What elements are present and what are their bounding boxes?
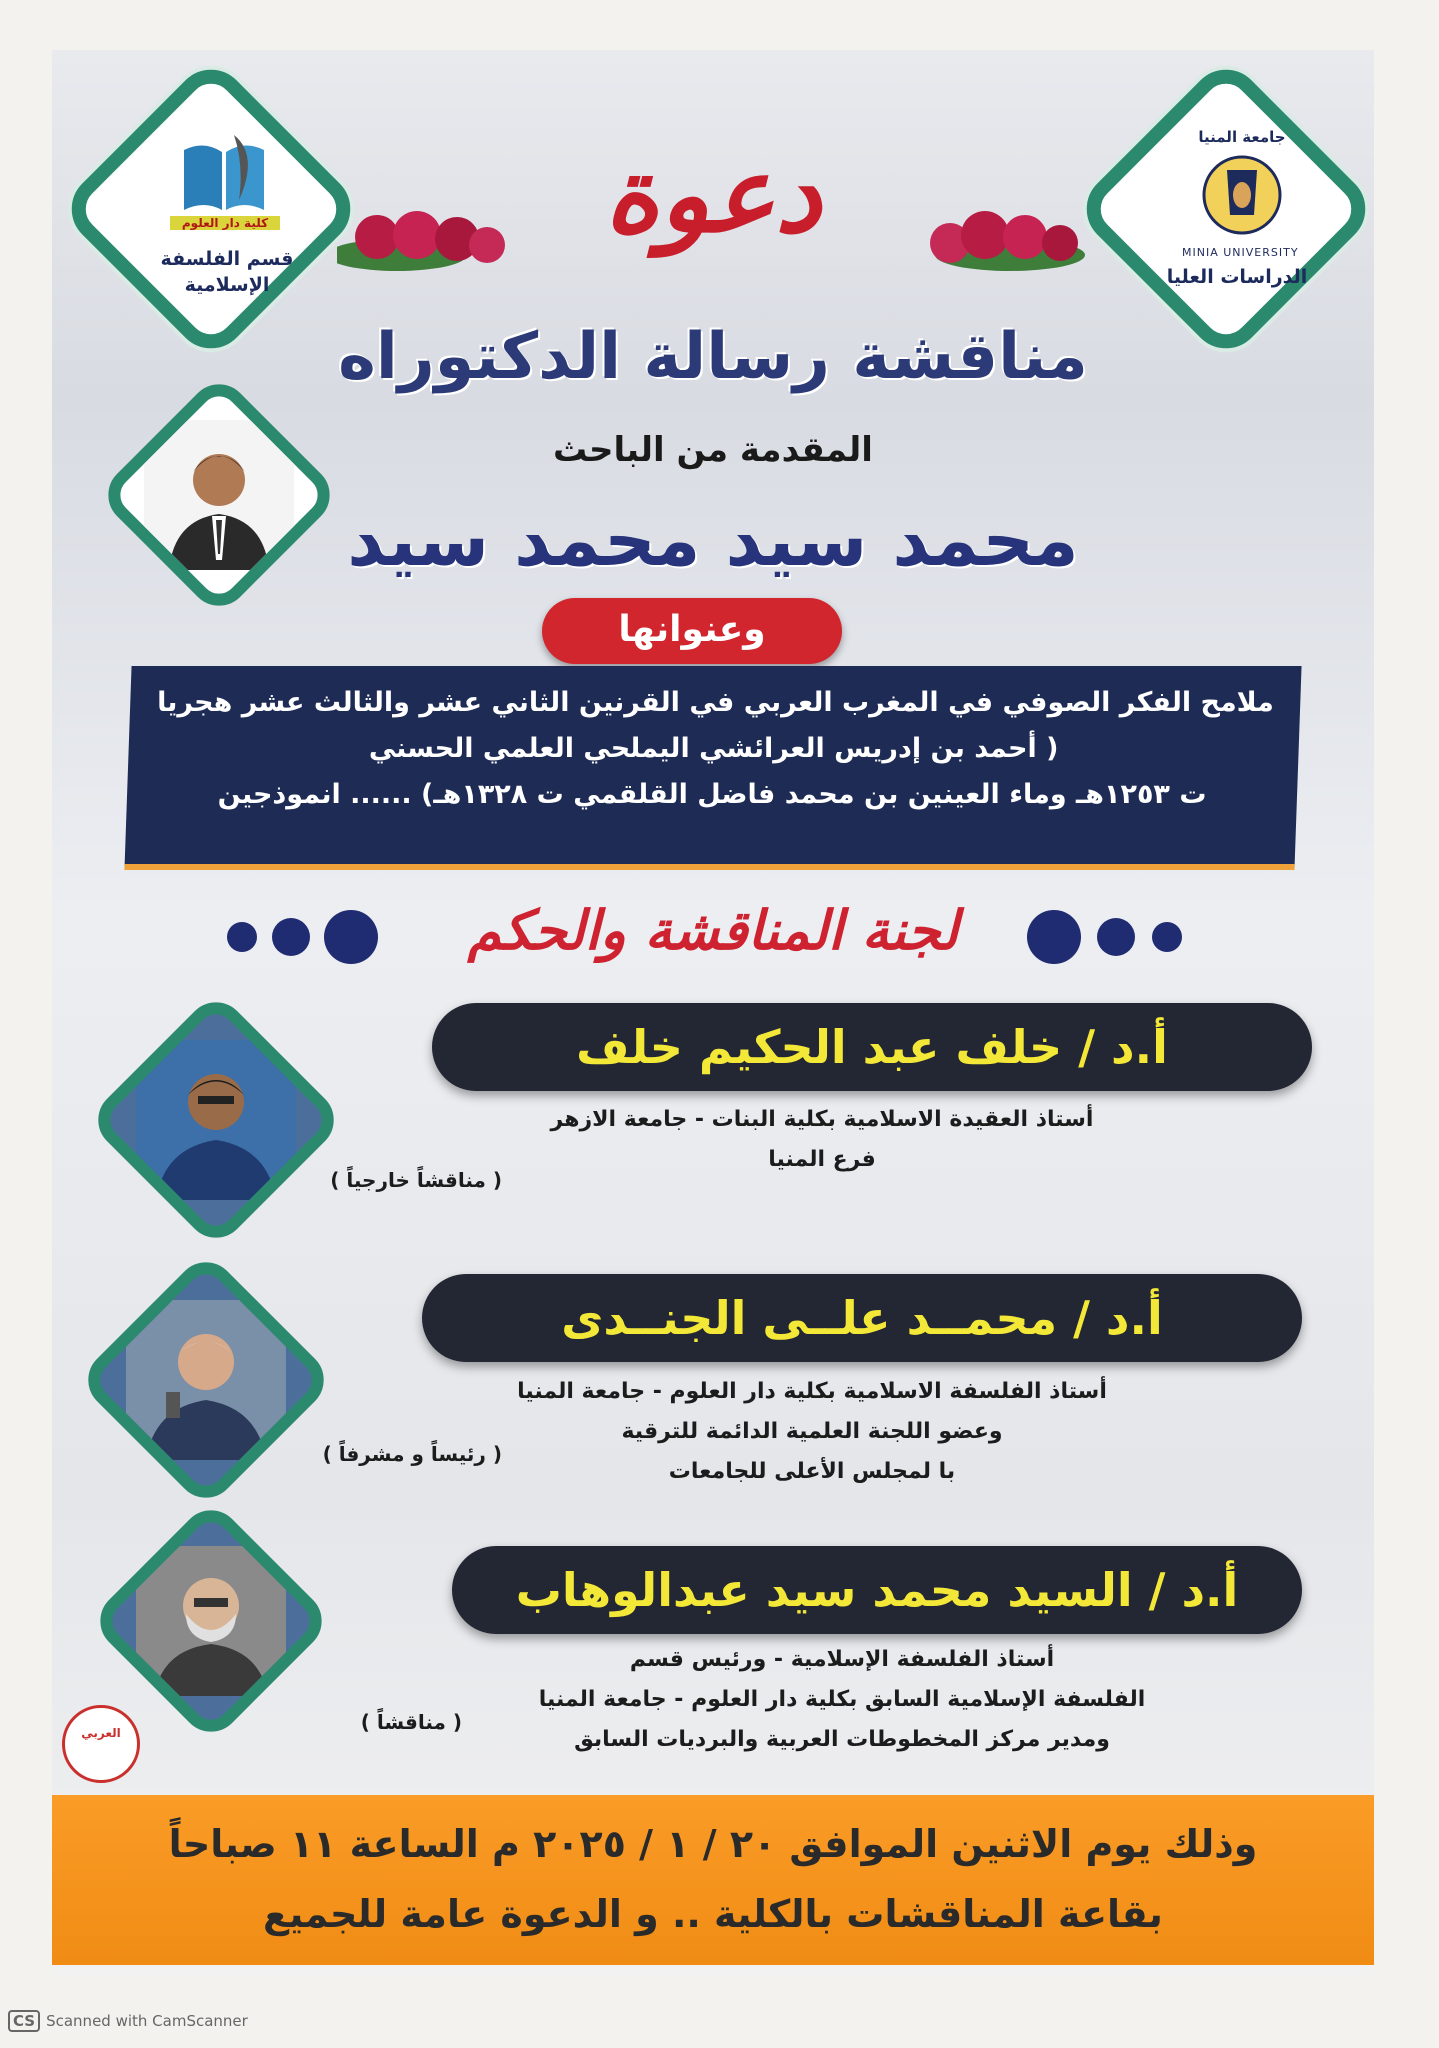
thesis-title-box bbox=[124, 666, 1301, 870]
invitation-title: دعوة bbox=[604, 133, 822, 256]
scanner-watermark: CS Scanned with CamScanner bbox=[8, 2010, 248, 2032]
thesis-title-line: ( أحمد بن إدريس العرائشي اليملحي العلمي الحسني bbox=[368, 733, 1059, 764]
event-location: بقاعة المناقشات بالكلية .. و الدعوة عامة للجميع bbox=[263, 1892, 1163, 1936]
invitation-poster bbox=[52, 50, 1374, 1975]
thesis-title-line: ت ١٢٥٣هـ وماء العينين بن محمد فاضل القلقمي ت ١٣٢٨هـ) ...... انموذجين bbox=[217, 779, 1207, 810]
member-3-role: ( مناقشاً ) bbox=[360, 1710, 462, 1734]
member-2-name: أ.د / محمــد علــى الجنــدى bbox=[422, 1274, 1302, 1362]
graduate-studies-label: الدراسات العليا bbox=[1166, 266, 1308, 288]
university-arabic-name: جامعة المنيا bbox=[1198, 128, 1286, 146]
member-1-photo-frame bbox=[86, 990, 346, 1250]
thesis-title-label: وعنوانها bbox=[542, 598, 842, 664]
publisher-stamp: العربي bbox=[62, 1705, 140, 1783]
member-2-avatar bbox=[126, 1300, 286, 1460]
member-3-description: أستاذ الفلسفة الإسلامية - ورئيس قسم الفلسفة الإسلامية السابق بكلية دار العلوم - جامعة المنيا ومدير مركز المخطوطات العربية والبرديات السابق bbox=[538, 1647, 1146, 1752]
member-1-description: أستاذ العقيدة الاسلامية بكلية البنات - جامعة الازهر فرع المنيا bbox=[550, 1107, 1094, 1172]
event-details-bar bbox=[52, 1795, 1374, 1965]
member-3-name: أ.د / السيد محمد سيد عبدالوهاب bbox=[452, 1546, 1302, 1634]
member-1-name: أ.د / خلف عبد الحكيم خلف bbox=[432, 1003, 1312, 1091]
member-2-description: أستاذ الفلسفة الاسلامية بكلية دار العلوم - جامعة المنيا وعضو اللجنة العلمية الدائمة للترقية با لمجلس الأعلى للجامعات bbox=[517, 1379, 1107, 1484]
department-logo-badge: كلية دار العلوم bbox=[170, 216, 280, 230]
member-1-avatar bbox=[136, 1040, 296, 1200]
member-1-role: ( مناقشاً خارجياً ) bbox=[330, 1168, 502, 1192]
committee-title: لجنة المناقشة والحكم bbox=[467, 898, 959, 962]
thesis-title-line: ملامح الفكر الصوفي في المغرب العربي في القرنين الثاني عشر والثالث عشر هجريا bbox=[157, 687, 1274, 718]
department-label: قسم الفلسفة الإسلامية bbox=[160, 248, 294, 296]
member-2-photo-frame bbox=[76, 1250, 336, 1510]
researcher-name: محمد سيد محمد سيد bbox=[347, 498, 1079, 582]
camscanner-icon: CS bbox=[8, 2010, 40, 2032]
university-english-name: MINIA UNIVERSITY bbox=[1182, 246, 1299, 259]
discussion-headline: مناقشة رسالة الدكتوراه bbox=[338, 320, 1088, 394]
event-date-time: وذلك يوم الاثنين الموافق ٢٠ / ١ / ٢٠٢٥ م الساعة ١١ صباحاً bbox=[168, 1822, 1258, 1866]
member-3-avatar bbox=[136, 1546, 286, 1696]
member-2-role: ( رئيساً و مشرفاً ) bbox=[322, 1442, 502, 1466]
presented-by-label: المقدمة من الباحث bbox=[553, 430, 873, 470]
